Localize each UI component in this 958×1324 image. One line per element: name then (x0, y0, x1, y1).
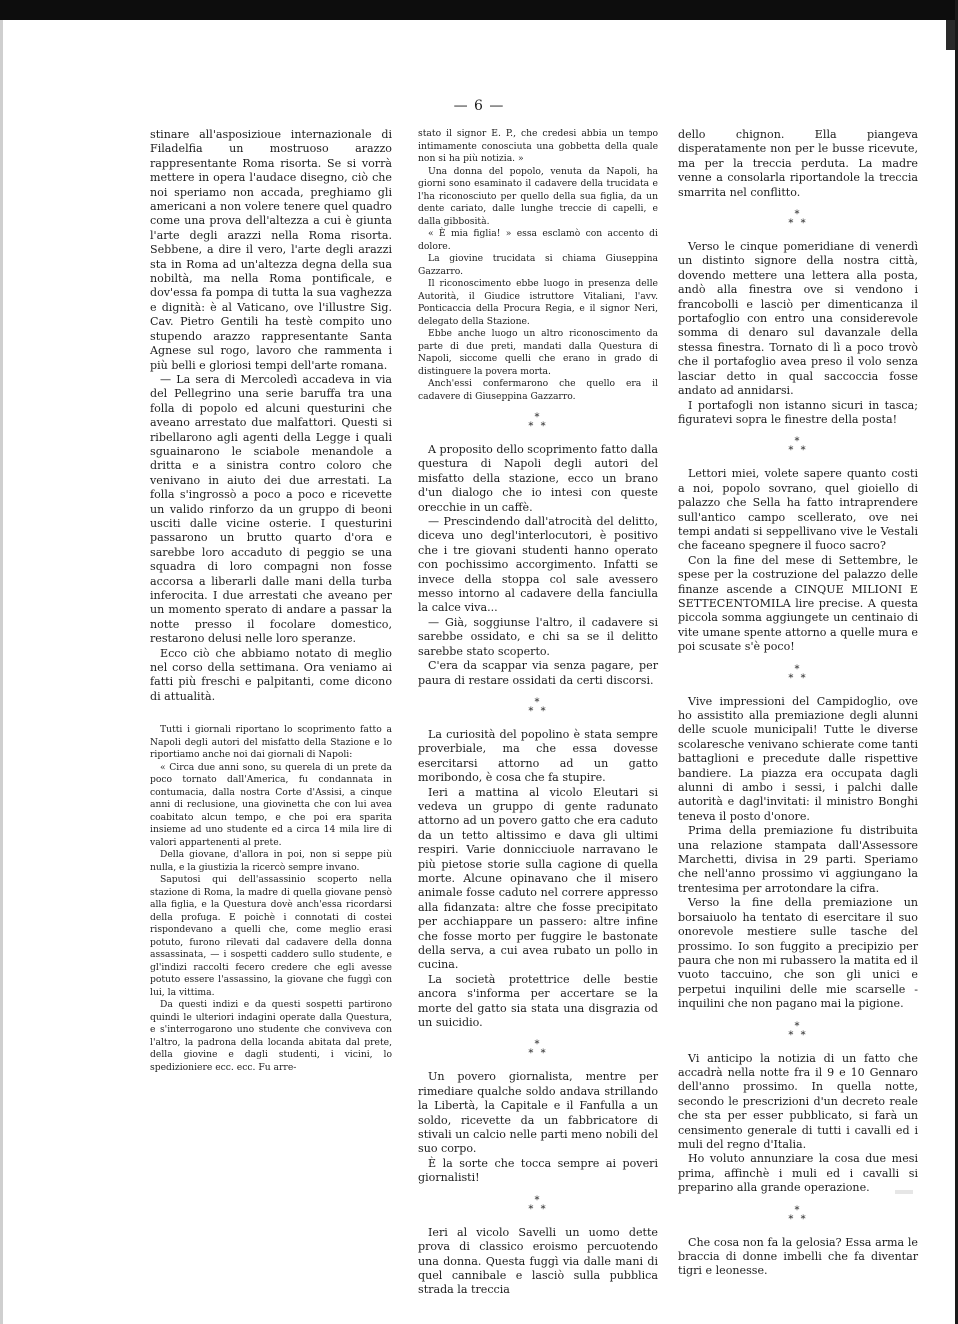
small-paragraph: Tutti i giornali riportano lo scoprimento fatto a Napoli degli autori del misfatto della Stazione e lo riportiamo anche noi dai giornali di Napoli: (150, 724, 392, 761)
small-paragraph: « È mia figlia! » essa esclamò con accento di dolore. (418, 228, 658, 252)
paragraph: Vive impressioni del Campidoglio, ove ho assistito alla premiazione degli alunni delle scuole municipali! Tutte le diverse scolaresche venivano schierate come tanti battaglioni e precedute dalle rispettive bandiere. La piazza era occupata dagli alunni di ambo i sessi, i palchi dalle autorità e dagl'invitati: il ministro Bonghi teneva il posto d'onore. (678, 694, 918, 823)
paragraph: Ieri al vicolo Savelli un uomo dette prova di classico eroismo percuotendo una donna. Questa fuggì via dalle mani di quel cannibale e lasciò sulla pubblica strada la treccia (418, 1225, 658, 1297)
section-separator (678, 437, 918, 455)
paragraph: — Prescindendo dall'atrocità del delitto, diceva uno degl'interlocutori, è positivo che i tre giovani studenti hanno operato con pochissimo accorgimento. Infatti se invece della stoppa col sale avessero messo intorno al cadavere della fanciulla la calce viva... (418, 515, 658, 615)
paragraph: stinare all'asposizioue internazionale di Filadelfia un mostruoso arazzo rappresentante Roma risorta. Se si vorrà mettere in opera l'audace disegno, ciò che noi speriamo non accada, preghiamo gli americani a non volere tenere quel quadro come una prova dell'altezza a cui è giunta l'arte degli arazzi nella Roma risorta. Sebbene, a dire il vero, l'arte degli arazzi sta in Roma ad un'altezza degna della sua nobiltà, ma nella Roma pontificale, e dov'essa fa pompa di tutta la sua vaghezza e dignità: è al Vaticano, ove l'illustre Sig. Cav. Pietro Gentili ha testè compito uno stupendo arazzo rappresentante Santa Agnese sul rogo, lavoro che rammenta i più belli e gloriosi tempi dell'arte romana. (150, 128, 392, 372)
paragraph: Vi anticipo la notizia di un fatto che accadrà nella notte fra il 9 e 10 Gennaro dell'anno prossimo. In quella notte, secondo le prescrizioni d'un decreto reale che sta per esser pubblicato, si farà un censimento generale di tutti i cavalli ed i muli del regno d'Italia. (678, 1051, 918, 1151)
separator-bottom: * * (788, 445, 808, 457)
paragraph: Prima della premiazione fu distribuita una relazione stampata dall'Assessore Marchetti, divisa in 29 parti. Speriamo che nell'anno prossimo vi aggiungano la trentesima per arrotondare la cifra. (678, 824, 918, 895)
column-3 (678, 128, 918, 1278)
paragraph: — Già, soggiunse l'altro, il cadavere si sarebbe ossidato, e chi sa se il delitto sarebbe stato scoperto. (418, 615, 658, 658)
section-separator (678, 665, 918, 683)
section-separator (418, 413, 658, 431)
small-paragraph: La giovine trucidata si chiama Giuseppina Gazzarro. (418, 253, 658, 277)
small-paragraph: Della giovane, d'allora in poi, non si seppe più nulla, e la giustizia la ricercò sempre invano. (150, 849, 392, 873)
small-paragraph: Saputosi qui dell'assassinio scoperto nella stazione di Roma, la madre di quella giovane pensò alla figlia, e la Questura dovè anch'essa ricordarsi della profuga. E poichè i connotati di costei rispondevano a quelli che, come meglio erasi potuto, furono rilevati dal cadavere della donna assassinata, — i sospetti caddero sullo studente, e gl'indizi raccolti fecero credere che egli avesse potuto essere l'assassino, la giovane che fuggì con lui, la vittima. (150, 874, 392, 998)
scan-left-border (0, 20, 3, 1324)
paragraph: Verso le cinque pomeridiane di venerdì un distinto signore della nostra città, dovendo mettere una lettera alla posta, andò alla finestra ove si vendono i francobolli e lasciò per dimenticanza il portafoglio con entro una considerevole somma di denaro sul davanzale della stessa finestra. Tornato di lì a poco trovò che il portafoglio avea preso il volo senza lasciar detto in qual saccoccia fosse andato ad annidarsi. (678, 240, 918, 398)
separator-bottom: * * (788, 218, 808, 230)
paragraph: La curiosità del popolino è stata sempre proverbiale, ma che essa dovesse esercitarsi attorno ad un gatto moribondo, è cosa che fa stupire. (418, 727, 658, 785)
paragraph: I portafogli non istanno sicuri in tasca; figuratevi sopra le finestre della posta! (678, 398, 918, 426)
page-number: — 6 — (453, 98, 505, 114)
paper-stain (895, 1190, 913, 1194)
separator-bottom: * * (528, 1203, 548, 1215)
paragraph: — La sera di Mercoledì accadeva in via del Pellegrino una serie baruffa tra una folla di popolo ed alcuni questurini che aveano arrestato due malfattori. Questi si ribellarono agli agenti della Legge i quali sguainarono le sciabole menandole a dritta e a sinistra contro coloro che venivano in aiuto dei due arrestati. La folla s'ingrossò a poco a poco e ricevette un valido rinforzo da un gruppo di beoni usciti dalle vicine osterie. I questurini passarono un brutto quarto d'ora e sarebbe loro accaduto di peggio se una squadra di loro compagni non fosse accorsa a liberarli dalle mani della turba inferocita. I due arrestati che aveano per un momento sperato di andare a passar la notte presso il focolare domestico, restarono delusi nelle loro speranze. (150, 372, 392, 646)
small-paragraph: Da questi indizi e da questi sospetti partirono quindi le ulteriori indagini operate dalla Questura, e s'interrogarono uno studente che conviveva con l'altro, la padrona della locanda abitata dal prete, della giovine e dagli studenti, i vicini, lo spedizioniere ecc. ecc. Fu arre- (150, 999, 392, 1073)
small-paragraph: Anch'essi confermarono che quello era il cadavere di Giuseppina Gazzarro. (418, 378, 658, 402)
section-separator (678, 210, 918, 228)
small-paragraph: Il riconoscimento ebbe luogo in presenza delle Autorità, il Giudice istruttore Vitaliani, l'avv. Ponticaccia della Procura Regia, e il signor Neri, delegato della Stazione. (418, 278, 658, 327)
separator-top: * (794, 209, 802, 221)
separator-bottom: * * (528, 421, 548, 432)
section-separator (418, 1196, 658, 1214)
separator-top: * (794, 436, 802, 448)
separator-bottom: * * (528, 1048, 548, 1060)
separator-top: * (534, 1039, 542, 1051)
paragraph: Ieri a mattina al vicolo Eleutari si vedeva un gruppo di gente radunato attorno ad un povero gatto che era caduto da un tetto altissimo e dava gli ultimi respiri. Varie donnicciuole narravano le più pietose storie sulla cagione di quella morte. Alcune opinavano che il misero animale fosse caduto nel correre appresso alla fidanzata: altre che fosse precipitato per acchiappare un passero: altre infine che fosse morto per fuggire le bastonate della serva, a cui avea rubato un pollo in cucina. (418, 785, 658, 972)
paragraph: Ho voluto annunziare la cosa due mesi prima, affinchè i muli ed i cavalli si preparino alla grande operazione. (678, 1152, 918, 1195)
separator-top: * (534, 696, 542, 708)
separator-bottom: * * (788, 1029, 808, 1041)
section-separator (418, 698, 658, 716)
column-1 (150, 128, 392, 1198)
paragraph: Verso la fine della premiazione un borsaiuolo ha tentato di esercitare il suo onorevole mestiere sulle tasche del prossimo. Io son fuggito a precipizio per paura che non mi rubassero la matita ed il vuoto taccuino, che son gli unici e perpetui inquilini delle mie scarselle - inquilini che non pagano mai la pigione. (678, 896, 918, 1011)
small-paragraph: « Circa due anni sono, su querela di un prete da poco tornato dall'America, fu condannata in contumacia, dalla nostra Corte d'Assisi, a cinque anni di reclusione, una giovinetta che con lui avea coabitato alcun tempo, e che poi era sparita insieme ad uno studente ed a circa 14 mila lire di valori appartenenti al prete. (150, 761, 392, 848)
separator-top: * (794, 663, 802, 675)
paragraph: Con la fine del mese di Settembre, le spese per la costruzione del palazzo delle finanze ascende a CINQUE MILIONI E SETTECENTOMILA lire precise. A questa piccola somma aggiungete un centinaio di vite umane spente attorno a quelle mura e poi scusate s'è poco! (678, 553, 918, 654)
separator-top: * (534, 1194, 542, 1206)
section-separator (418, 1040, 658, 1058)
paragraph: C'era da scappar via senza pagare, per paura di restare ossidati da certi discorsi. (418, 659, 658, 687)
small-paragraph: Una donna del popolo, venuta da Napoli, ha giorni sono esaminato il cadavere della trucidata e l'ha riconosciuto per quello della sua figlia, da un dente cariato, dalle lunghe treccie di capelli, e dalla gibbosità. (418, 165, 658, 227)
small-paragraph: Ebbe anche luogo un altro riconoscimento da parte di due preti, mandati dalla Questura di Napoli, siccome quelli che erano in grado di distinguere la povera morta. (418, 328, 658, 377)
separator-top: * (794, 1204, 802, 1216)
paragraph: La società protettrice delle bestie ancora s'informa per accertare se la morte del gatto sia stata una disgrazia od un suicidio. (418, 972, 658, 1030)
column-2 (418, 128, 658, 1297)
paragraph: A proposito dello scoprimento fatto dalla questura di Napoli degli autori del misfatto della stazione, ecco un brano d'un dialogo che io intesi con queste orecchie in un caffè. (418, 443, 658, 514)
section-separator (678, 1206, 918, 1224)
paragraph: Ecco ciò che abbiamo notato di meglio nel corso della settimana. Ora veniamo ai fatti più freschi e palpitanti, come dicono di attualità. (150, 646, 392, 703)
paragraph: Che cosa non fa la gelosia? Essa arma le braccia di donne imbelli che fa diventar tigri e leonesse. (678, 1235, 918, 1278)
separator-bottom: * * (528, 705, 548, 717)
section-separator (678, 1022, 918, 1040)
separator-top: * (794, 1020, 802, 1032)
separator-bottom: * * (788, 1213, 808, 1225)
small-paragraph: stato il signor E. P., che credesi abbia un tempo intimamente conosciuta una gobbetta della quale non si ha più notizia. » (418, 128, 658, 164)
paragraph: dello chignon. Ella piangeva disperatamente non per le busse ricevute, ma per la treccia perduta. La madre venne a consolarla riportandole la treccia smarrita nel conflitto. (678, 128, 918, 199)
separator-bottom: * * (788, 672, 808, 684)
paragraph: È la sorte che tocca sempre ai poveri giornalisti! (418, 1156, 658, 1185)
paragraph: Lettori miei, volete sapere quanto costi a noi, popolo sovrano, quel gioiello di palazzo che Sella ha fatto intraprendere sull'antico campo scellerato, ove nei tempi andati si seppellivano vive le Vestali che faceano spegnere il fuoco sacro? (678, 467, 918, 553)
scan-top-border (0, 0, 958, 20)
paragraph: Un povero giornalista, mentre per rimediare qualche soldo andava strillando la Libertà, la Capitale e il Fanfulla a un soldo, ricevette da un fabbricatore di stivali un calcio nelle parti meno nobili del suo corpo. (418, 1070, 658, 1156)
separator-top: * (534, 412, 542, 423)
